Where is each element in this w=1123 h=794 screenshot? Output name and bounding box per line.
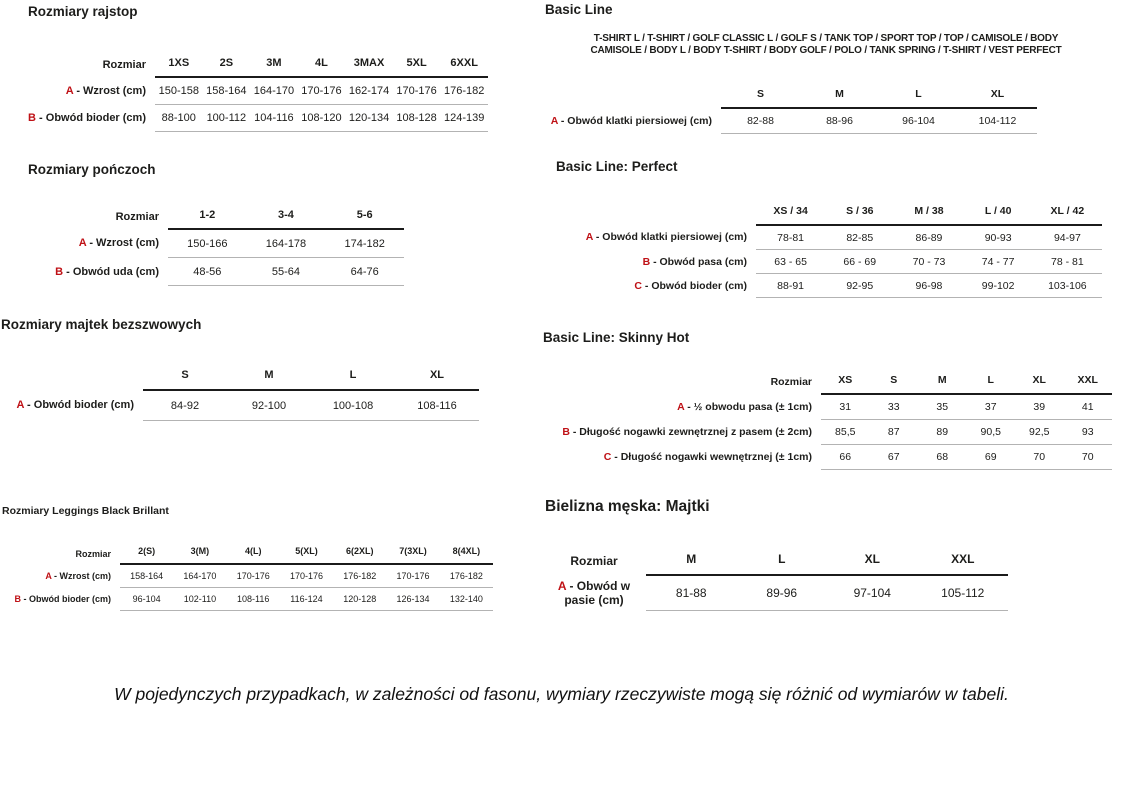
cell-value: 105-112 [918, 575, 1009, 611]
row-label: A - Wzrost (cm) [45, 570, 111, 581]
row-label: A - Wzrost (cm) [78, 237, 159, 250]
cell-value: 120-134 [345, 105, 393, 132]
table-row [0, 588, 493, 611]
cell-value: 174-182 [325, 229, 404, 258]
cell-value: 104-116 [250, 105, 298, 132]
cell-value: 90,5 [967, 420, 1016, 445]
cell-value: 100-108 [311, 390, 395, 421]
column-header: XS / 34 [756, 201, 825, 225]
cell-value: 39 [1015, 394, 1064, 420]
cell-value: 158-164 [203, 77, 251, 105]
row-label: B - Obwód uda (cm) [55, 265, 159, 278]
cell-value: 176-182 [440, 77, 488, 105]
cell-value: 96-104 [879, 108, 958, 134]
column-header: 4L [298, 53, 346, 77]
cell-value: 100-112 [203, 105, 251, 132]
size-label: Rozmiar [102, 59, 146, 71]
column-header: 3-4 [247, 205, 326, 229]
cell-value: 103-106 [1033, 274, 1102, 298]
column-header: XL [958, 84, 1037, 108]
cell-value: 86-89 [894, 225, 963, 250]
product-list-line: T-SHIRT L / T-SHIRT / GOLF CLASSIC L / GOLF S / TANK TOP / SPORT TOP / TOP / CAMISOLE / BODY [593, 33, 1059, 44]
size-label [0, 364, 143, 390]
table-row [545, 250, 1102, 274]
cell-value: 124-139 [440, 105, 488, 132]
column-header: XXL [1064, 370, 1113, 394]
column-header: M [918, 370, 967, 394]
column-header: 2S [203, 53, 251, 77]
cell-value: 97-104 [827, 575, 918, 611]
row-label: A - Obwód bioder (cm) [16, 399, 134, 412]
row-letter: A [550, 114, 558, 127]
cell-value: 88-91 [756, 274, 825, 298]
leggings-size-table [0, 543, 493, 611]
cell-value: 87 [870, 420, 919, 445]
table-row [545, 274, 1102, 298]
column-header: XXL [918, 546, 1009, 575]
cell-value: 82-85 [825, 225, 894, 250]
cell-value: 66 [821, 445, 870, 470]
column-header: XL [827, 546, 918, 575]
row-label: C - Długość nogawki wewnętrznej (± 1cm) [603, 451, 812, 463]
column-header: S [721, 84, 800, 108]
size-table-grid [0, 364, 479, 421]
table-row [545, 420, 1112, 445]
table-row [0, 105, 488, 132]
column-header: M [227, 364, 311, 390]
table-row [545, 394, 1112, 420]
column-header: L [311, 364, 395, 390]
column-header: S [143, 364, 227, 390]
cell-value: 99-102 [964, 274, 1033, 298]
row-label: A - Wzrost (cm) [65, 84, 146, 97]
cell-value: 96-104 [120, 588, 173, 611]
header-row [545, 370, 1112, 394]
size-table-grid [0, 53, 488, 132]
column-header: 3MAX [345, 53, 393, 77]
row-label: A - ½ obwodu pasa (± 1cm) [677, 400, 812, 413]
column-header: XL / 42 [1033, 201, 1102, 225]
column-header: 1XS [155, 53, 203, 77]
row-letter: A [677, 400, 685, 413]
table-row [0, 390, 479, 421]
cell-value: 37 [967, 394, 1016, 420]
section-title-basic-line: Basic Line [545, 2, 613, 17]
row-label: B - Długość nogawki zewnętrznej z pasem (± 2cm) [562, 426, 812, 438]
size-table-grid [0, 205, 404, 286]
row-letter: A [78, 237, 87, 250]
header-row [0, 543, 493, 564]
size-label: Rozmiar [770, 376, 812, 388]
column-header: M [800, 84, 879, 108]
row-letter: B [28, 112, 36, 124]
bielizna-meska-size-table [545, 546, 1008, 611]
column-header: S / 36 [825, 201, 894, 225]
column-header: 4(L) [227, 543, 280, 564]
row-letter: B [562, 426, 570, 438]
cell-value: 90-93 [964, 225, 1033, 250]
cell-value: 126-134 [386, 588, 439, 611]
cell-value: 48-56 [168, 258, 247, 286]
row-letter: B [642, 255, 651, 268]
cell-value: 67 [870, 445, 919, 470]
column-header: XS [821, 370, 870, 394]
cell-value: 96-98 [894, 274, 963, 298]
cell-value: 88-96 [800, 108, 879, 134]
section-title-bielizna-meska: Bielizna męska: Majtki [545, 498, 710, 515]
cell-value: 176-182 [440, 564, 493, 588]
cell-value: 78 - 81 [1033, 250, 1102, 274]
table-row [545, 108, 1037, 134]
ponczoch-size-table [0, 205, 404, 286]
section-title-perfect: Basic Line: Perfect [556, 159, 678, 174]
product-list-line: CAMISOLE / BODY L / BODY T-SHIRT / BODY GOLF / POLO / TANK SPRING / T-SHIRT / VEST PERFECT [590, 44, 1062, 56]
row-letter: A [65, 84, 74, 97]
column-header: 7(3XL) [386, 543, 439, 564]
cell-value: 108-116 [227, 588, 280, 611]
cell-value: 88-100 [155, 105, 203, 132]
column-header: L [879, 84, 958, 108]
cell-value: 74 - 77 [964, 250, 1033, 274]
cell-value: 89 [918, 420, 967, 445]
cell-value: 92-100 [227, 390, 311, 421]
row-label: B - Obwód bioder (cm) [28, 112, 146, 124]
size-label: Rozmiar [75, 548, 111, 559]
cell-value: 164-178 [247, 229, 326, 258]
header-row [0, 53, 488, 77]
perfect-size-table [545, 201, 1102, 298]
section-title-leggings: Rozmiary Leggings Black Brillant [2, 505, 169, 517]
column-header: M / 38 [894, 201, 963, 225]
cell-value: 132-140 [440, 588, 493, 611]
size-label [545, 84, 721, 108]
cell-value: 164-170 [250, 77, 298, 105]
row-letter: B [55, 265, 64, 278]
column-header: M [646, 546, 737, 575]
row-letter: A [45, 570, 52, 581]
cell-value: 170-176 [393, 77, 441, 105]
row-label: B - Obwód pasa (cm) [642, 255, 747, 268]
cell-value: 64-76 [325, 258, 404, 286]
column-header: 3M [250, 53, 298, 77]
cell-value: 92,5 [1015, 420, 1064, 445]
row-label: A - Obwód klatki piersiowej (cm) [550, 114, 712, 127]
table-row [0, 229, 404, 258]
size-label: Rozmiar [115, 211, 159, 223]
header-row [545, 546, 1008, 575]
cell-value: 35 [918, 394, 967, 420]
cell-value: 108-120 [298, 105, 346, 132]
cell-value: 116-124 [280, 588, 333, 611]
cell-value: 41 [1064, 394, 1113, 420]
size-label [545, 201, 756, 225]
cell-value: 70 [1015, 445, 1064, 470]
cell-value: 162-174 [345, 77, 393, 105]
basic-line-size-table [545, 84, 1037, 134]
column-header: S [870, 370, 919, 394]
cell-value: 63 - 65 [756, 250, 825, 274]
column-header: 8(4XL) [440, 543, 493, 564]
cell-value: 120-128 [333, 588, 386, 611]
cell-value: 176-182 [333, 564, 386, 588]
row-letter: A [16, 399, 24, 412]
cell-value: 85,5 [821, 420, 870, 445]
column-header: 5(XL) [280, 543, 333, 564]
header-row [545, 201, 1102, 225]
cell-value: 158-164 [120, 564, 173, 588]
table-row [545, 225, 1102, 250]
cell-value: 108-116 [395, 390, 479, 421]
section-title-skinny-hot: Basic Line: Skinny Hot [543, 330, 690, 345]
cell-value: 150-166 [168, 229, 247, 258]
column-header: L [737, 546, 828, 575]
cell-value: 170-176 [227, 564, 280, 588]
row-label: C - Obwód bioder (cm) [634, 279, 747, 292]
column-header: 3(M) [173, 543, 226, 564]
cell-value: 104-112 [958, 108, 1037, 134]
cell-value: 164-170 [173, 564, 226, 588]
cell-value: 78-81 [756, 225, 825, 250]
size-table-grid [545, 370, 1112, 470]
column-header: 6XXL [440, 53, 488, 77]
row-label: A - Obwód w pasie (cm) [557, 578, 631, 607]
majtek-bezszwowych-size-table [0, 364, 479, 421]
row-letter: A [585, 231, 593, 244]
column-header: L [967, 370, 1016, 394]
cell-value: 102-110 [173, 588, 226, 611]
column-header: XL [395, 364, 479, 390]
cell-value: 92-95 [825, 274, 894, 298]
cell-value: 70 [1064, 445, 1113, 470]
column-header: 2(S) [120, 543, 173, 564]
cell-value: 31 [821, 394, 870, 420]
section-title-majtek-bezszwowych: Rozmiary majtek bezszwowych [1, 317, 202, 332]
skinny-hot-size-table [545, 370, 1112, 470]
column-header: 5-6 [325, 205, 404, 229]
row-letter: C [634, 279, 642, 292]
section-title-ponczoch: Rozmiary pończoch [28, 162, 156, 177]
size-table-grid [545, 546, 1008, 611]
column-header: 1-2 [168, 205, 247, 229]
row-letter: A [557, 578, 567, 593]
basic-line-product-list [540, 33, 1112, 56]
cell-value: 55-64 [247, 258, 326, 286]
cell-value: 69 [967, 445, 1016, 470]
size-label: Rozmiar [570, 553, 618, 568]
cell-value: 93 [1064, 420, 1113, 445]
cell-value: 66 - 69 [825, 250, 894, 274]
cell-value: 170-176 [280, 564, 333, 588]
cell-value: 70 - 73 [894, 250, 963, 274]
header-row [0, 205, 404, 229]
table-row [545, 575, 1008, 611]
header-row [545, 84, 1037, 108]
table-row [0, 77, 488, 105]
footnote: W pojedynczych przypadkach, w zależności od fasonu, wymiary rzeczywiste mogą się różnić od wymiarów w tabeli. [114, 684, 1009, 704]
cell-value: 89-96 [737, 575, 828, 611]
column-header: 5XL [393, 53, 441, 77]
table-row [0, 564, 493, 588]
size-table-grid [0, 543, 493, 611]
cell-value: 150-158 [155, 77, 203, 105]
cell-value: 94-97 [1033, 225, 1102, 250]
row-letter: C [603, 451, 612, 463]
rajstop-size-table [0, 53, 488, 132]
cell-value: 108-128 [393, 105, 441, 132]
cell-value: 68 [918, 445, 967, 470]
cell-value: 170-176 [298, 77, 346, 105]
header-row [0, 364, 479, 390]
size-table-grid [545, 201, 1102, 298]
cell-value: 33 [870, 394, 919, 420]
row-letter: B [14, 594, 21, 604]
cell-value: 81-88 [646, 575, 737, 611]
row-label: B - Obwód bioder (cm) [14, 594, 111, 604]
cell-value: 82-88 [721, 108, 800, 134]
cell-value: 170-176 [386, 564, 439, 588]
table-row [0, 258, 404, 286]
column-header: L / 40 [964, 201, 1033, 225]
section-title-rajstop: Rozmiary rajstop [28, 4, 138, 19]
size-table-grid [545, 84, 1037, 134]
cell-value: 84-92 [143, 390, 227, 421]
column-header: 6(2XL) [333, 543, 386, 564]
table-row [545, 445, 1112, 470]
column-header: XL [1015, 370, 1064, 394]
row-label: A - Obwód klatki piersiowej (cm) [585, 231, 747, 244]
